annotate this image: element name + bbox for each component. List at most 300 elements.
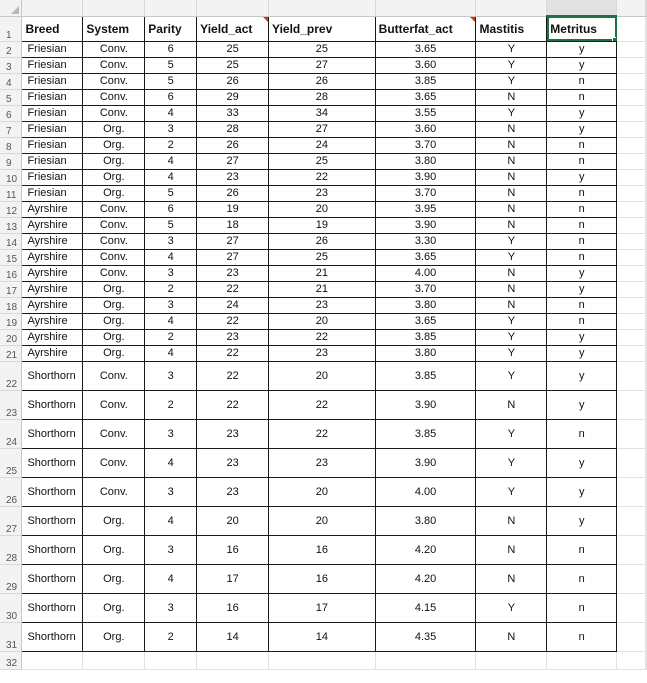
data-cell-yield-prev[interactable]: 20 [269,201,376,217]
data-cell-mastitis[interactable]: Y [476,105,547,121]
data-cell-yield-act[interactable]: 23 [197,329,269,345]
empty-cell[interactable] [617,448,646,477]
data-cell-yield-prev[interactable]: 20 [269,477,376,506]
data-cell-yield-prev[interactable]: 16 [269,535,376,564]
data-cell-mastitis[interactable]: Y [476,593,547,622]
data-cell-parity[interactable]: 2 [145,137,197,153]
column-header-i[interactable] [617,0,646,16]
empty-cell[interactable] [617,281,646,297]
data-cell-mastitis[interactable]: Y [476,233,547,249]
empty-cell[interactable] [617,89,646,105]
header-cell-parity[interactable] [145,16,197,41]
data-cell-parity[interactable]: 4 [145,448,197,477]
data-cell-breed[interactable]: Friesian [22,137,83,153]
data-cell-yield-act[interactable]: 22 [197,345,269,361]
row-header[interactable]: 6 [0,105,22,121]
data-cell-breed[interactable]: Ayrshire [22,233,83,249]
data-cell-breed[interactable]: Shorthorn [22,593,83,622]
row-header[interactable]: 32 [0,651,22,669]
empty-cell[interactable] [646,153,647,169]
data-cell-yield-act[interactable]: 33 [197,105,269,121]
data-cell-butterfat-act[interactable]: 3.60 [375,121,476,137]
data-cell-butterfat-act[interactable]: 3.70 [375,281,476,297]
data-cell-yield-prev[interactable]: 22 [269,169,376,185]
data-cell-parity[interactable]: 3 [145,265,197,281]
data-cell-yield-prev[interactable]: 23 [269,345,376,361]
data-cell-butterfat-act[interactable]: 3.65 [375,249,476,265]
row-header[interactable]: 13 [0,217,22,233]
data-cell-yield-prev[interactable]: 17 [269,593,376,622]
row-header[interactable]: 3 [0,57,22,73]
empty-cell[interactable] [617,233,646,249]
data-cell-metritus[interactable]: n [547,419,617,448]
data-cell-butterfat-act[interactable]: 3.65 [375,41,476,57]
data-cell-yield-act[interactable]: 22 [197,390,269,419]
empty-cell[interactable] [617,153,646,169]
row-header[interactable]: 28 [0,535,22,564]
data-cell-metritus[interactable]: y [547,345,617,361]
data-cell-yield-act[interactable]: 24 [197,297,269,313]
data-cell-metritus[interactable]: y [547,41,617,57]
data-cell-butterfat-act[interactable]: 3.80 [375,506,476,535]
data-cell-butterfat-act[interactable]: 4.00 [375,265,476,281]
data-cell-yield-prev[interactable]: 23 [269,185,376,201]
empty-cell[interactable] [646,217,647,233]
data-cell-mastitis[interactable]: N [476,564,547,593]
data-cell-butterfat-act[interactable]: 4.20 [375,564,476,593]
empty-cell[interactable] [617,361,646,390]
data-cell-breed[interactable]: Ayrshire [22,329,83,345]
data-cell-system[interactable]: Org. [83,297,145,313]
data-cell-system[interactable]: Conv. [83,201,145,217]
data-cell-parity[interactable]: 4 [145,105,197,121]
data-cell-system[interactable]: Conv. [83,105,145,121]
row-header[interactable]: 30 [0,593,22,622]
data-cell-breed[interactable]: Shorthorn [22,564,83,593]
data-cell-yield-act[interactable]: 25 [197,41,269,57]
data-cell-butterfat-act[interactable]: 3.95 [375,201,476,217]
row-header[interactable]: 22 [0,361,22,390]
data-cell-mastitis[interactable]: Y [476,419,547,448]
data-cell-metritus[interactable]: n [547,593,617,622]
row-header[interactable]: 27 [0,506,22,535]
column-header-d[interactable] [197,0,269,16]
empty-cell[interactable] [617,329,646,345]
data-cell-metritus[interactable]: y [547,265,617,281]
data-cell-butterfat-act[interactable]: 4.15 [375,593,476,622]
data-cell-metritus[interactable]: n [547,217,617,233]
data-cell-mastitis[interactable]: N [476,622,547,651]
data-cell-system[interactable]: Conv. [83,361,145,390]
data-cell-mastitis[interactable]: Y [476,313,547,329]
header-cell-breed[interactable] [22,16,83,41]
empty-cell[interactable] [646,89,647,105]
row-header[interactable]: 15 [0,249,22,265]
data-cell-parity[interactable]: 5 [145,217,197,233]
data-cell-parity[interactable]: 3 [145,535,197,564]
data-cell-system[interactable]: Conv. [83,41,145,57]
data-cell-butterfat-act[interactable]: 3.70 [375,137,476,153]
empty-cell[interactable] [646,448,647,477]
data-cell-parity[interactable]: 6 [145,41,197,57]
empty-cell[interactable] [646,281,647,297]
data-cell-parity[interactable]: 2 [145,281,197,297]
data-cell-mastitis[interactable]: Y [476,448,547,477]
data-cell-yield-prev[interactable]: 25 [269,153,376,169]
data-cell-breed[interactable]: Shorthorn [22,622,83,651]
data-cell-metritus[interactable]: n [547,249,617,265]
data-cell-parity[interactable]: 6 [145,201,197,217]
empty-cell[interactable] [646,185,647,201]
empty-cell[interactable] [375,651,476,669]
data-cell-yield-act[interactable]: 23 [197,169,269,185]
data-cell-mastitis[interactable]: N [476,217,547,233]
header-cell-metritus[interactable] [547,16,617,41]
header-cell-yield-act[interactable] [197,16,269,41]
empty-cell[interactable] [617,41,646,57]
data-cell-yield-prev[interactable]: 27 [269,57,376,73]
data-cell-metritus[interactable]: n [547,89,617,105]
data-cell-parity[interactable]: 6 [145,89,197,105]
header-cell-butterfat-act[interactable] [375,16,476,41]
empty-cell[interactable] [617,535,646,564]
data-cell-system[interactable]: Conv. [83,89,145,105]
data-cell-parity[interactable]: 5 [145,73,197,89]
data-cell-butterfat-act[interactable]: 3.90 [375,448,476,477]
data-cell-yield-act[interactable]: 27 [197,153,269,169]
empty-cell[interactable] [646,390,647,419]
column-header-b[interactable] [83,0,145,16]
data-cell-metritus[interactable]: y [547,121,617,137]
empty-cell[interactable] [617,137,646,153]
data-cell-breed[interactable]: Ayrshire [22,345,83,361]
data-cell-system[interactable]: Org. [83,169,145,185]
row-header[interactable]: 25 [0,448,22,477]
data-cell-mastitis[interactable]: N [476,390,547,419]
data-cell-mastitis[interactable]: N [476,265,547,281]
data-cell-breed[interactable]: Friesian [22,57,83,73]
select-all-corner[interactable] [0,0,22,16]
column-header-a[interactable] [22,0,83,16]
data-cell-butterfat-act[interactable]: 3.85 [375,361,476,390]
empty-cell[interactable] [646,345,647,361]
data-cell-butterfat-act[interactable]: 3.70 [375,185,476,201]
data-cell-metritus[interactable]: y [547,105,617,121]
data-cell-butterfat-act[interactable]: 3.80 [375,345,476,361]
data-cell-yield-prev[interactable]: 21 [269,265,376,281]
data-cell-parity[interactable]: 4 [145,313,197,329]
data-cell-system[interactable]: Org. [83,329,145,345]
data-cell-yield-act[interactable]: 22 [197,361,269,390]
empty-cell[interactable] [617,345,646,361]
data-cell-parity[interactable]: 4 [145,169,197,185]
column-header-e[interactable] [269,0,376,16]
data-cell-mastitis[interactable]: N [476,535,547,564]
row-header[interactable]: 21 [0,345,22,361]
empty-cell[interactable] [646,105,647,121]
data-cell-parity[interactable]: 4 [145,153,197,169]
data-cell-yield-prev[interactable]: 20 [269,313,376,329]
data-cell-system[interactable]: Conv. [83,477,145,506]
data-cell-system[interactable]: Org. [83,281,145,297]
empty-cell[interactable] [547,651,617,669]
data-cell-yield-prev[interactable]: 23 [269,448,376,477]
data-cell-parity[interactable]: 3 [145,233,197,249]
data-cell-butterfat-act[interactable]: 3.55 [375,105,476,121]
column-header-c[interactable] [145,0,197,16]
data-cell-system[interactable]: Conv. [83,57,145,73]
data-cell-parity[interactable]: 3 [145,419,197,448]
empty-cell[interactable] [646,361,647,390]
data-cell-parity[interactable]: 3 [145,297,197,313]
empty-cell[interactable] [646,419,647,448]
data-cell-yield-act[interactable]: 23 [197,419,269,448]
empty-cell[interactable] [22,651,83,669]
row-header[interactable]: 20 [0,329,22,345]
data-cell-mastitis[interactable]: Y [476,57,547,73]
empty-cell[interactable] [197,651,269,669]
data-cell-mastitis[interactable]: Y [476,73,547,89]
data-cell-system[interactable]: Org. [83,535,145,564]
data-cell-yield-act[interactable]: 16 [197,535,269,564]
data-cell-system[interactable]: Org. [83,345,145,361]
data-cell-parity[interactable]: 2 [145,390,197,419]
empty-cell[interactable] [646,41,647,57]
data-cell-breed[interactable]: Shorthorn [22,361,83,390]
data-cell-yield-act[interactable]: 23 [197,265,269,281]
data-cell-breed[interactable]: Shorthorn [22,506,83,535]
empty-cell[interactable] [617,506,646,535]
data-cell-breed[interactable]: Shorthorn [22,477,83,506]
data-cell-butterfat-act[interactable]: 3.80 [375,297,476,313]
row-header[interactable]: 12 [0,201,22,217]
data-cell-yield-prev[interactable]: 19 [269,217,376,233]
data-cell-parity[interactable]: 3 [145,361,197,390]
empty-cell[interactable] [617,217,646,233]
data-cell-yield-prev[interactable]: 16 [269,564,376,593]
data-cell-breed[interactable]: Friesian [22,153,83,169]
data-cell-system[interactable]: Conv. [83,419,145,448]
data-cell-system[interactable]: Org. [83,137,145,153]
data-cell-yield-prev[interactable]: 23 [269,297,376,313]
row-header[interactable]: 16 [0,265,22,281]
empty-cell[interactable] [646,329,647,345]
empty-cell[interactable] [145,651,197,669]
data-cell-mastitis[interactable]: Y [476,477,547,506]
empty-cell[interactable] [646,16,647,41]
data-cell-breed[interactable]: Shorthorn [22,448,83,477]
data-cell-yield-prev[interactable]: 26 [269,73,376,89]
data-cell-mastitis[interactable]: Y [476,41,547,57]
row-header[interactable]: 7 [0,121,22,137]
data-cell-yield-act[interactable]: 23 [197,448,269,477]
data-cell-yield-prev[interactable]: 22 [269,419,376,448]
data-cell-parity[interactable]: 2 [145,329,197,345]
row-header[interactable]: 26 [0,477,22,506]
empty-cell[interactable] [617,313,646,329]
data-cell-breed[interactable]: Friesian [22,89,83,105]
empty-cell[interactable] [646,593,647,622]
data-cell-yield-prev[interactable]: 14 [269,622,376,651]
empty-cell[interactable] [646,651,647,669]
data-cell-yield-act[interactable]: 16 [197,593,269,622]
column-header-h[interactable] [547,0,617,16]
data-cell-metritus[interactable]: n [547,73,617,89]
row-header[interactable]: 8 [0,137,22,153]
data-cell-parity[interactable]: 3 [145,477,197,506]
data-cell-yield-act[interactable]: 22 [197,281,269,297]
data-cell-yield-prev[interactable]: 20 [269,361,376,390]
data-cell-metritus[interactable]: y [547,506,617,535]
data-cell-yield-act[interactable]: 26 [197,73,269,89]
empty-cell[interactable] [646,297,647,313]
data-cell-breed[interactable]: Shorthorn [22,535,83,564]
data-cell-yield-act[interactable]: 14 [197,622,269,651]
data-cell-system[interactable]: Org. [83,564,145,593]
empty-cell[interactable] [617,477,646,506]
empty-cell[interactable] [646,169,647,185]
row-header[interactable]: 29 [0,564,22,593]
data-cell-breed[interactable]: Friesian [22,105,83,121]
empty-cell[interactable] [646,201,647,217]
data-cell-butterfat-act[interactable]: 3.80 [375,153,476,169]
data-cell-breed[interactable]: Ayrshire [22,249,83,265]
data-cell-yield-act[interactable]: 23 [197,477,269,506]
empty-cell[interactable] [646,535,647,564]
data-cell-system[interactable]: Org. [83,153,145,169]
empty-cell[interactable] [646,477,647,506]
data-cell-yield-act[interactable]: 20 [197,506,269,535]
empty-cell[interactable] [646,265,647,281]
empty-cell[interactable] [646,137,647,153]
empty-cell[interactable] [617,297,646,313]
data-cell-parity[interactable]: 4 [145,345,197,361]
empty-cell[interactable] [617,390,646,419]
data-cell-metritus[interactable]: y [547,329,617,345]
data-cell-butterfat-act[interactable]: 3.90 [375,217,476,233]
row-header[interactable]: 9 [0,153,22,169]
empty-cell[interactable] [617,105,646,121]
data-cell-system[interactable]: Conv. [83,265,145,281]
column-header-g[interactable] [476,0,547,16]
data-cell-metritus[interactable]: n [547,564,617,593]
data-cell-butterfat-act[interactable]: 3.85 [375,329,476,345]
data-cell-yield-act[interactable]: 22 [197,313,269,329]
data-cell-parity[interactable]: 4 [145,506,197,535]
empty-cell[interactable] [646,121,647,137]
data-cell-yield-act[interactable]: 26 [197,185,269,201]
data-cell-yield-prev[interactable]: 21 [269,281,376,297]
data-cell-yield-act[interactable]: 27 [197,233,269,249]
row-header[interactable]: 4 [0,73,22,89]
data-cell-yield-act[interactable]: 28 [197,121,269,137]
empty-cell[interactable] [617,622,646,651]
data-cell-mastitis[interactable]: N [476,153,547,169]
header-cell-mastitis[interactable] [476,16,547,41]
row-header[interactable]: 31 [0,622,22,651]
data-cell-mastitis[interactable]: N [476,185,547,201]
data-cell-butterfat-act[interactable]: 3.65 [375,313,476,329]
empty-cell[interactable] [617,593,646,622]
row-header[interactable]: 14 [0,233,22,249]
row-header[interactable]: 19 [0,313,22,329]
data-cell-butterfat-act[interactable]: 3.60 [375,57,476,73]
empty-cell[interactable] [646,73,647,89]
data-cell-yield-prev[interactable]: 25 [269,41,376,57]
data-cell-yield-act[interactable]: 18 [197,217,269,233]
data-cell-mastitis[interactable]: Y [476,249,547,265]
comment-indicator-icon[interactable] [263,17,268,22]
data-cell-breed[interactable]: Friesian [22,41,83,57]
data-cell-yield-act[interactable]: 29 [197,89,269,105]
data-cell-yield-prev[interactable]: 26 [269,233,376,249]
empty-cell[interactable] [617,419,646,448]
empty-cell[interactable] [617,249,646,265]
data-cell-system[interactable]: Org. [83,593,145,622]
data-cell-breed[interactable]: Shorthorn [22,390,83,419]
data-cell-butterfat-act[interactable]: 4.00 [375,477,476,506]
empty-cell[interactable] [617,265,646,281]
data-cell-mastitis[interactable]: N [476,89,547,105]
comment-indicator-icon[interactable] [470,17,475,22]
data-cell-system[interactable]: Conv. [83,390,145,419]
data-cell-butterfat-act[interactable]: 3.90 [375,169,476,185]
empty-cell[interactable] [646,564,647,593]
data-cell-yield-act[interactable]: 27 [197,249,269,265]
data-cell-yield-prev[interactable]: 28 [269,89,376,105]
data-cell-metritus[interactable]: y [547,390,617,419]
data-cell-parity[interactable]: 4 [145,249,197,265]
empty-cell[interactable] [617,651,646,669]
row-header[interactable]: 17 [0,281,22,297]
data-cell-parity[interactable]: 3 [145,121,197,137]
data-cell-mastitis[interactable]: N [476,281,547,297]
data-cell-metritus[interactable]: n [547,233,617,249]
row-header[interactable]: 18 [0,297,22,313]
data-cell-mastitis[interactable]: N [476,506,547,535]
empty-cell[interactable] [646,233,647,249]
data-cell-breed[interactable]: Friesian [22,185,83,201]
header-cell-system[interactable] [83,16,145,41]
data-cell-breed[interactable]: Ayrshire [22,297,83,313]
data-cell-metritus[interactable]: y [547,281,617,297]
data-cell-yield-prev[interactable]: 25 [269,249,376,265]
data-cell-breed[interactable]: Ayrshire [22,201,83,217]
data-cell-metritus[interactable]: n [547,153,617,169]
empty-cell[interactable] [617,564,646,593]
data-cell-metritus[interactable]: y [547,361,617,390]
data-cell-system[interactable]: Conv. [83,217,145,233]
data-cell-mastitis[interactable]: N [476,297,547,313]
data-cell-metritus[interactable]: n [547,622,617,651]
empty-cell[interactable] [646,622,647,651]
empty-cell[interactable] [617,73,646,89]
data-cell-parity[interactable]: 4 [145,564,197,593]
empty-cell[interactable] [646,313,647,329]
data-cell-yield-prev[interactable]: 22 [269,390,376,419]
data-cell-yield-act[interactable]: 25 [197,57,269,73]
data-cell-butterfat-act[interactable]: 3.85 [375,419,476,448]
data-cell-metritus[interactable]: n [547,297,617,313]
empty-cell[interactable] [83,651,145,669]
data-cell-metritus[interactable]: n [547,185,617,201]
empty-cell[interactable] [617,16,646,41]
data-cell-metritus[interactable]: n [547,313,617,329]
data-cell-metritus[interactable]: y [547,169,617,185]
data-cell-metritus[interactable]: y [547,57,617,73]
data-cell-breed[interactable]: Friesian [22,121,83,137]
empty-cell[interactable] [646,506,647,535]
